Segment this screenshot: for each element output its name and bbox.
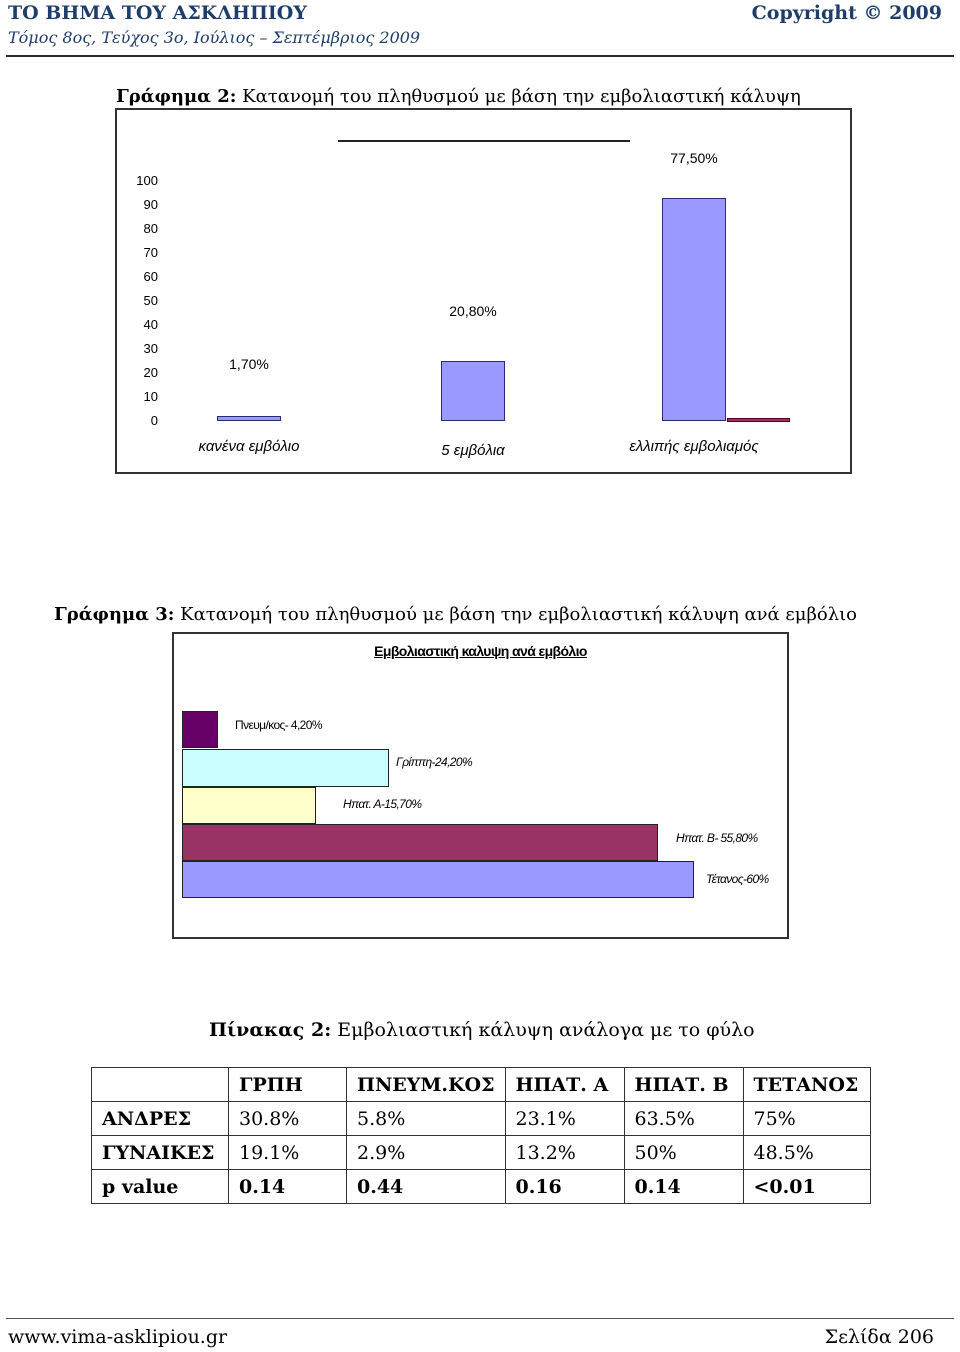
- table2-caption-label: Πίνακας 2:: [209, 1019, 332, 1041]
- table-cell: 0.16: [505, 1170, 624, 1204]
- row-header: ΓΥΝΑΙΚΕΣ: [92, 1136, 229, 1170]
- figure3-caption-label: Γράφημα 3:: [54, 604, 175, 625]
- y-tick-label: 0: [150, 413, 158, 428]
- y-tick-label: 40: [143, 317, 158, 332]
- journal-title: ΤΟ ΒΗΜΑ ΤΟΥ ΑΣΚΛΗΠΙΟΥ: [8, 2, 307, 24]
- table-row: [92, 1170, 871, 1204]
- table-row: [92, 1102, 871, 1136]
- table-cell: 2.9%: [347, 1136, 506, 1170]
- data-label: Τέτανος-60%: [706, 872, 769, 886]
- table-row: [92, 1136, 871, 1170]
- y-tick-label: 70: [143, 245, 158, 260]
- data-label: Ηπατ. Β- 55,80%: [676, 831, 758, 845]
- table-cell: 0.14: [624, 1170, 743, 1204]
- figure3-caption-text: Κατανομή του πληθυσμού με βάση την εμβολιαστική κάλυψη ανά εμβόλιο: [180, 604, 857, 625]
- column-header: ΗΠΑΤ. Α: [505, 1068, 624, 1102]
- table-cell: 5.8%: [347, 1102, 506, 1136]
- data-label: Ηπατ. Α-15,70%: [343, 797, 422, 811]
- figure2-caption: [116, 86, 801, 107]
- table2-caption: [209, 1019, 755, 1041]
- table-cell: 30.8%: [229, 1102, 347, 1136]
- y-tick-label: 90: [143, 197, 158, 212]
- column-header: ΗΠΑΤ. Β: [624, 1068, 743, 1102]
- bar: [182, 824, 658, 861]
- issue-info: Τόμος 8ος, Τεύχος 3ο, Ιούλιος – Σεπτέμβριος 2009: [8, 28, 421, 47]
- y-tick-label: 100: [136, 173, 158, 188]
- column-header: ΤΕΤΑΝΟΣ: [743, 1068, 870, 1102]
- page-number: Σελίδα 206: [824, 1326, 934, 1348]
- bar: [182, 861, 694, 898]
- table2-caption-text: Εμβολιαστική κάλυψη ανάλογα με το φύλο: [337, 1019, 755, 1041]
- data-label: 77,50%: [670, 150, 718, 166]
- table-cell: 23.1%: [505, 1102, 624, 1136]
- table-cell: 63.5%: [624, 1102, 743, 1136]
- y-tick-label: 30: [143, 341, 158, 356]
- bar: [182, 711, 218, 748]
- data-label: 1,70%: [229, 356, 269, 372]
- bar: [182, 787, 316, 824]
- data-label: Γρίππη-24,20%: [396, 755, 473, 769]
- table-cell: 75%: [743, 1102, 870, 1136]
- header-divider: [6, 55, 954, 57]
- row-header: p value: [92, 1170, 229, 1204]
- y-tick-label: 20: [143, 365, 158, 380]
- figure3-chart-title: Εμβολιαστική καλυψη ανά εμβόλιο: [374, 643, 587, 659]
- bar: [727, 418, 790, 422]
- x-category-label: 5 εμβόλια: [441, 442, 505, 459]
- bar: [662, 198, 726, 421]
- table-header-row: [92, 1068, 871, 1102]
- table-corner-cell: [92, 1068, 229, 1102]
- x-category-label: κανένα εμβόλιο: [198, 438, 300, 455]
- table-cell: <0.01: [743, 1170, 870, 1204]
- figure3-caption: [54, 604, 857, 625]
- figure2-decoration-line: [338, 140, 630, 142]
- footer-divider: [6, 1318, 954, 1319]
- table-cell: 13.2%: [505, 1136, 624, 1170]
- vaccination-by-gender-table: [91, 1067, 871, 1204]
- figure2-caption-label: Γράφημα 2:: [116, 86, 237, 107]
- y-tick-label: 50: [143, 293, 158, 308]
- x-category-label: ελλιπής εμβολιαμός: [629, 438, 759, 455]
- y-tick-label: 60: [143, 269, 158, 284]
- table-cell: 19.1%: [229, 1136, 347, 1170]
- y-tick-label: 80: [143, 221, 158, 236]
- table-cell: 48.5%: [743, 1136, 870, 1170]
- table-cell: 0.14: [229, 1170, 347, 1204]
- bar: [182, 749, 389, 787]
- y-tick-label: 10: [143, 389, 158, 404]
- data-label: Πνευμ/κος- 4,20%: [235, 718, 322, 732]
- bar: [441, 361, 505, 421]
- bar: [217, 416, 281, 421]
- column-header: ΠΝΕΥΜ.ΚΟΣ: [347, 1068, 506, 1102]
- table-cell: 0.44: [347, 1170, 506, 1204]
- row-header: ΑΝΔΡΕΣ: [92, 1102, 229, 1136]
- website-link[interactable]: www.vima-asklipiou.gr: [8, 1326, 228, 1348]
- column-header: ΓΡΠΗ: [229, 1068, 347, 1102]
- copyright-notice: Copyright © 2009: [751, 2, 942, 24]
- figure2-caption-text: Κατανομή του πληθυσμού με βάση την εμβολιαστική κάλυψη: [242, 86, 801, 107]
- table-cell: 50%: [624, 1136, 743, 1170]
- data-label: 20,80%: [449, 303, 497, 319]
